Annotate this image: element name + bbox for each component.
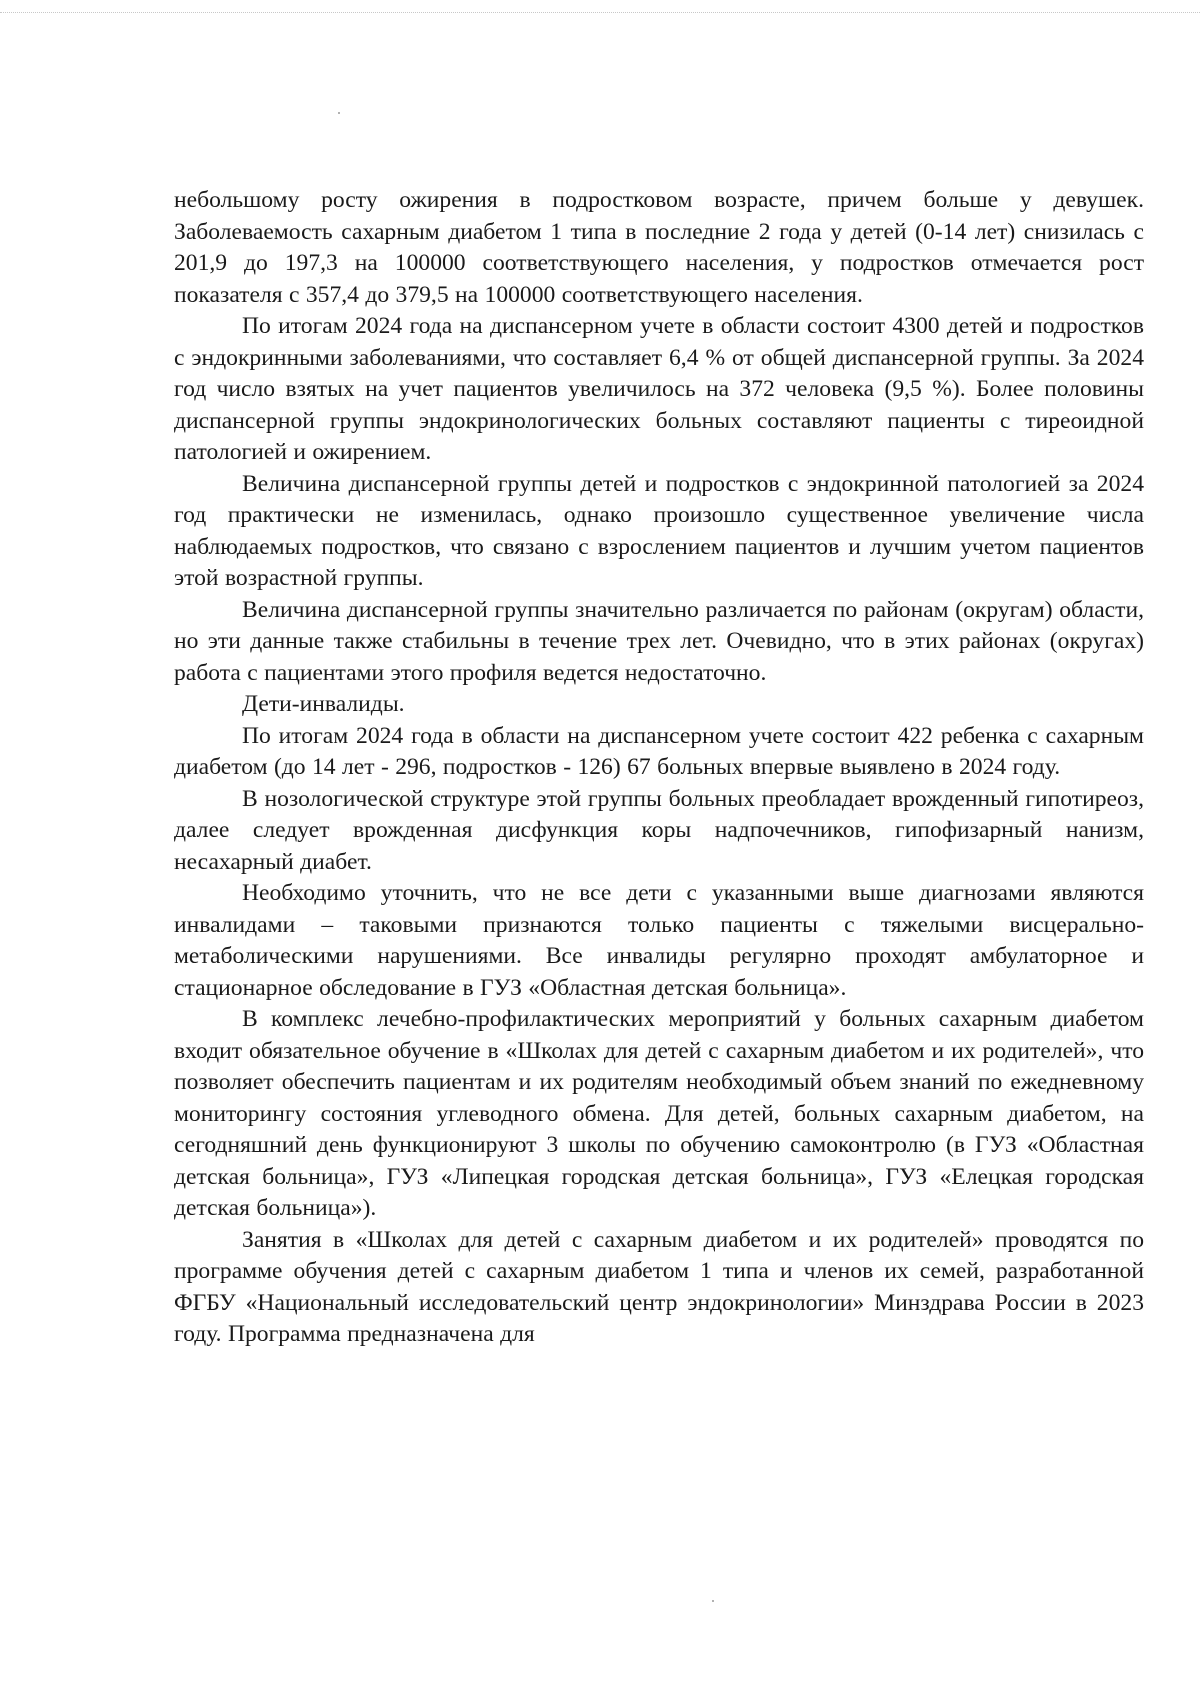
paragraph-dispensary-total: По итогам 2024 года на диспансерном учете в области состоит 4300 детей и подростков с эндокринными заболеваниями, что составляет 6,4 % от общей диспансерной группы. За 2024 год число взятых на учет пациентов увеличилось на 372 человека (9,5 %). Более половины диспансерной группы эндокринологических больных составляют пациенты с тиреоидной патологией и ожирением. [174,313,1144,465]
paragraph-continuation: небольшому росту ожирения в подростковом возрасте, причем больше у девушек. Заболеваемость сахарным диабетом 1 типа в последние 2 года у детей (0-14 лет) снизилась с 201,9 до 197,3 на 100000 соответствующего населения, у подростков отмечается рост показателя с 357,4 до 379,5 на 100000 соответствующего населения. [174,187,1144,308]
paragraph-dispensary-group-size: Величина диспансерной группы детей и подростков с эндокринной патологией за 2024 год практически не изменилась, однако произошло существенное увеличение числа наблюдаемых подростков, что связано с взрослением пациентов и лучшим учетом пациентов этой возрастной группы. [174,470,1144,591]
scan-speck [712,1600,714,1602]
document-body [174,185,1144,1351]
paragraph-disability-clarification: Необходимо уточнить, что не все дети с указанными выше диагнозами являются инвалидами – таковыми признаются только пациенты с тяжелыми висцерально-метаболическими нарушениями. Все инвалиды регулярно проходят амбулаторное и стационарное обследование в ГУЗ «Областная детская больница». [174,880,1144,1001]
paragraph-nosological-structure: В нозологической структуре этой группы больных преобладает врожденный гипотиреоз, далее следует врожденная дисфункция коры надпочечников, гипофизарный нанизм, несахарный диабет. [174,785,1144,875]
paragraph-diabetes-registry: По итогам 2024 года в области на диспансерном учете состоит 422 ребенка с сахарным диабетом (до 14 лет - 296, подростков - 126) 67 больных впервые выявлено в 2024 году. [174,722,1144,780]
paragraph-school-program: Занятия в «Школах для детей с сахарным диабетом и их родителей» проводятся по программе обучения детей с сахарным диабетом 1 типа и членов их семей, разработанной ФГБУ «Национальный исследовательский центр эндокринологии» Минздрава России в 2023 году. Программа предназначена для [174,1226,1144,1347]
section-heading-disabled-children: Дети-инвалиды. [242,691,405,717]
paragraph-diabetes-schools: В комплекс лечебно-профилактических мероприятий у больных сахарным диабетом входит обязательное обучение в «Школах для детей с сахарным диабетом и их родителей», что позволяет обеспечить пациентам и их родителям необходимый объем знаний по ежедневному мониторингу состояния углеводного обмена. Для детей, больных сахарным диабетом, на сегодняшний день функционируют 3 школы по обучению самоконтролю (в ГУЗ «Областная детская больница», ГУЗ «Липецкая городская детская больница», ГУЗ «Елецкая городская детская больница»). [174,1006,1144,1221]
paragraph-district-variation: Величина диспансерной группы значительно различается по районам (округам) области, но эти данные также стабильны в течение трех лет. Очевидно, что в этих районах (округах) работа с пациентами этого профиля ведется недостаточно. [174,596,1144,686]
scan-top-edge [0,12,1200,13]
scan-speck [338,112,340,114]
